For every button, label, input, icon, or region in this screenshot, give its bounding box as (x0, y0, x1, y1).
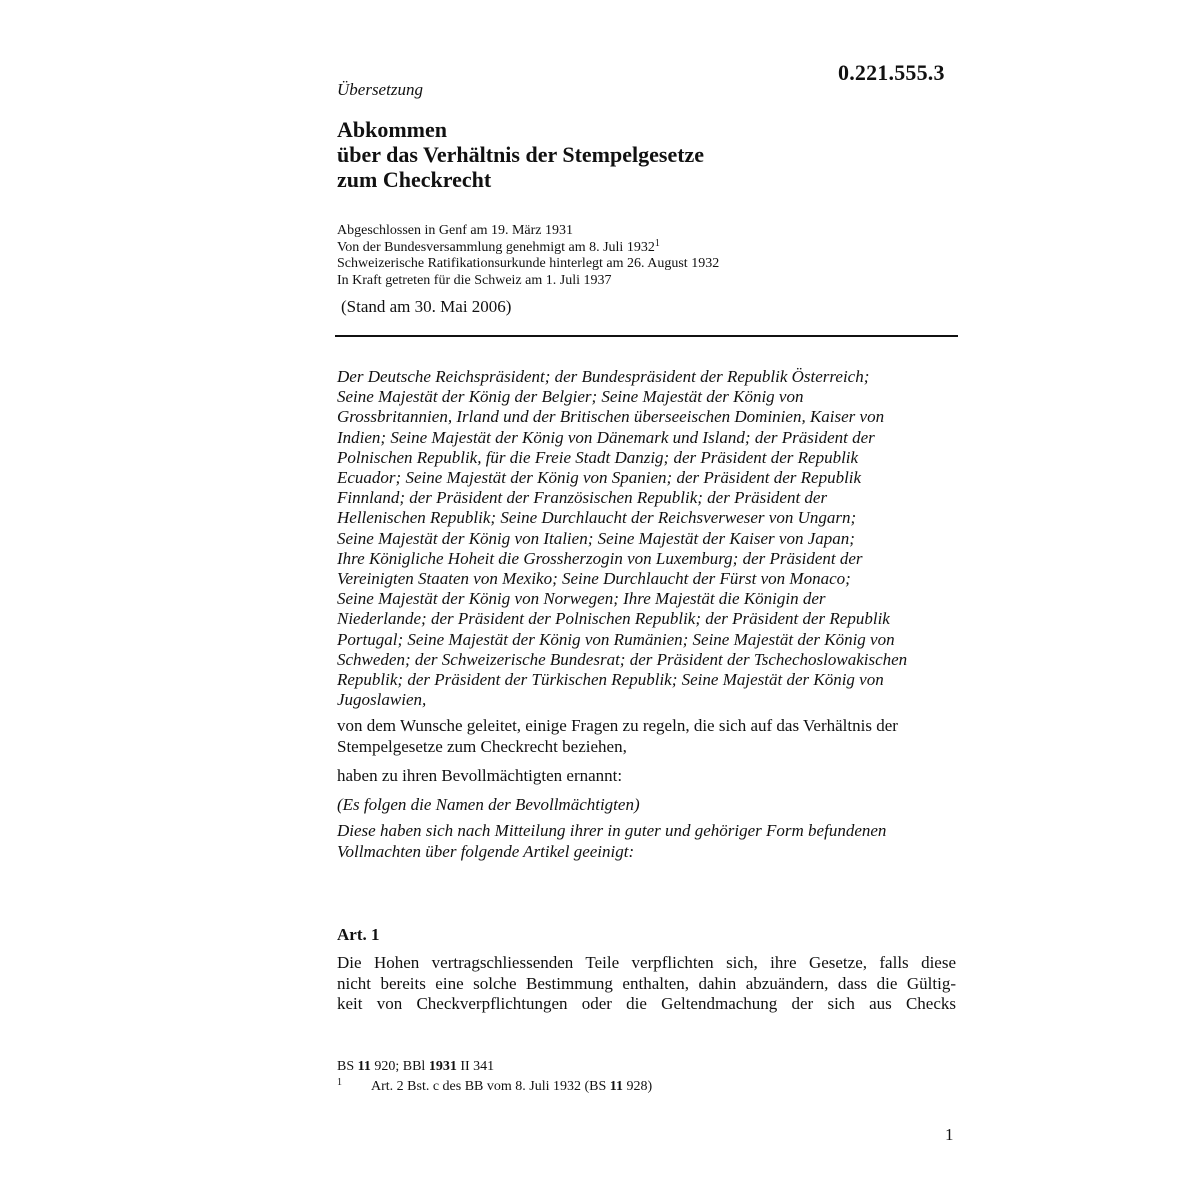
party-line: Portugal; Seine Majestät der König von Rumänien; Seine Majestät der König von (337, 629, 895, 649)
plenipotentiaries-line: haben zu ihren Bevollmächtigten ernannt: (337, 766, 623, 785)
party-line: Polnischen Republik, für die Freie Stadt Danzig; der Präsident der Republik (337, 447, 859, 467)
party-line: Republik; der Präsident der Türkischen Republik; Seine Majestät der König von (337, 670, 884, 690)
article-1-text (337, 953, 956, 1015)
paragraph-line: Stempelgesetze zum Checkrecht beziehen, (337, 736, 627, 756)
source-middle: 920; BBl (370, 1059, 429, 1074)
paragraph-line: Vollmachten über folgende Artikel geeinigt: (337, 841, 635, 861)
source-bbl-year: 1931 (428, 1059, 457, 1074)
document-number: 0.221.555.3 (838, 60, 945, 85)
party-line: Hellenischen Republik; Seine Durchlaucht der Reichsverweser von Ungarn; (337, 508, 857, 528)
party-line: Seine Majestät der König der Belgier; Seine Majestät der König von (337, 387, 804, 407)
party-line: Niederlande; der Präsident der Polnischen Republik; der Präsident der Republik (337, 609, 890, 629)
in-force-line: In Kraft getreten für die Schweiz am 1. Juli 1937 (337, 272, 612, 288)
title-line: zum Checkrecht (337, 167, 492, 192)
party-line: Ecuador; Seine Majestät der König von Spanien; der Präsident der Republik (337, 468, 862, 488)
article-line: keit von Checkverpflichtungen oder die Geltendmachung der sich aus Checks (337, 994, 956, 1013)
paragraph-line: Diese haben sich nach Mitteilung ihrer in guter und gehöriger Form befundenen (337, 821, 887, 840)
source-prefix: BS (337, 1059, 358, 1074)
source-reference (337, 1059, 494, 1075)
preamble-motivation (337, 716, 957, 757)
concluded-line: Abgeschlossen in Genf am 19. März 1931 (337, 223, 574, 238)
party-line: Grossbritannien, Irland und der Britischen überseeischen Dominien, Kaiser von (337, 407, 885, 427)
document-title (337, 117, 704, 192)
article-1-heading: Art. 1 (337, 925, 380, 944)
agreement-statement (337, 821, 957, 862)
treaty-metadata (337, 223, 719, 289)
party-line: Seine Majestät der König von Norwegen; Ihre Majestät die Königin der (337, 589, 826, 609)
party-line: Jugoslawien, (337, 690, 427, 710)
party-line: Schweden; der Schweizerische Bundesrat; der Präsident der Tschechoslowakischen (337, 649, 908, 669)
party-line: Der Deutsche Reichspräsident; der Bundespräsident der Republik Österreich; (337, 367, 870, 386)
footnote-reference[interactable]: 1 (654, 237, 660, 249)
paragraph-line: von dem Wunsche geleitet, einige Fragen zu regeln, die sich auf das Verhältnis der (337, 716, 898, 735)
party-line: Ihre Königliche Hoheit die Grossherzogin von Luxemburg; der Präsident der (337, 548, 863, 568)
footnote-1: 1 Art. 2 Bst. c des BB vom 8. Juli 1932 (BS 11 928) (337, 1077, 653, 1094)
header-divider (335, 335, 958, 337)
party-line: Vereinigten Staaten von Mexiko; Seine Durchlaucht der Fürst von Monaco; (337, 569, 851, 589)
article-line: Die Hohen vertragschliessenden Teile verpflichten sich, ihre Gesetze, falls diese (337, 953, 956, 972)
source-suffix: II 341 (456, 1059, 495, 1074)
approved-line (337, 237, 719, 257)
article-line: nicht bereits eine solche Bestimmung enthalten, dahin abzuändern, dass die Gültig- (337, 973, 956, 993)
names-note: (Es folgen die Namen der Bevollmächtigten) (337, 795, 640, 814)
footnote-suffix: 928) (623, 1079, 653, 1094)
party-line: Finnland; der Präsident der Französischen Republik; der Präsident der (337, 488, 828, 508)
title-line: Abkommen (337, 117, 448, 142)
source-bs-volume: 11 (357, 1059, 371, 1074)
footnote-prefix: Art. 2 Bst. c des BB vom 8. Juli 1932 (BS (371, 1079, 610, 1094)
ratification-line: Schweizerische Ratifikationsurkunde hinterlegt am 26. August 1932 (337, 256, 720, 271)
translation-note: Übersetzung (337, 80, 423, 99)
page-number: 1 (945, 1125, 954, 1144)
footnote-volume: 11 (609, 1079, 624, 1094)
party-line: Seine Majestät der König von Italien; Seine Majestät der Kaiser von Japan; (337, 528, 855, 548)
party-line: Indien; Seine Majestät der König von Dänemark und Island; der Präsident der (337, 427, 875, 447)
preamble-parties (337, 367, 967, 710)
status-date: (Stand am 30. Mai 2006) (341, 297, 512, 316)
title-line: über das Verhältnis der Stempelgesetze (337, 142, 705, 167)
approved-text: Von der Bundesversammlung genehmigt am 8. Juli 1932 (337, 239, 655, 255)
